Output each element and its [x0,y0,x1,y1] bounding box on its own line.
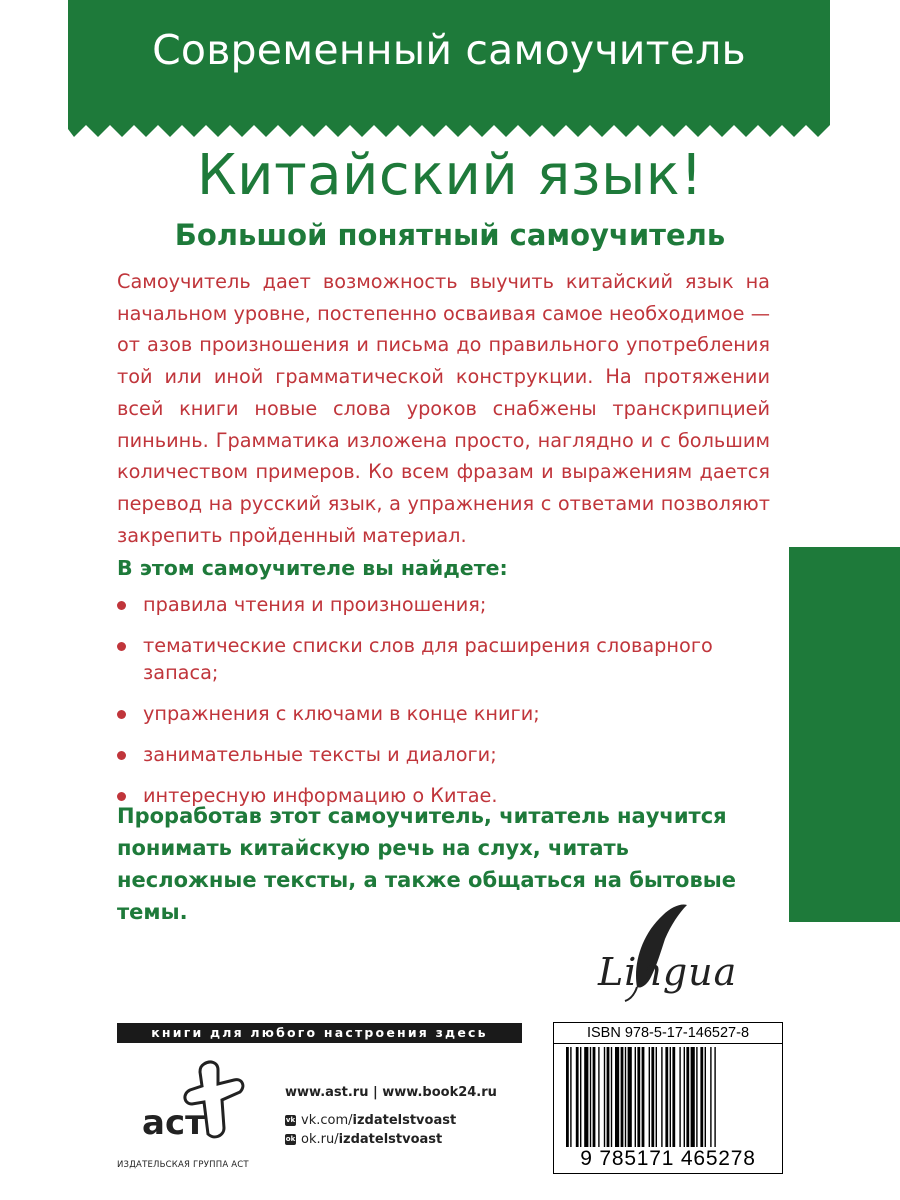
feature-text: упражнения с ключами в конце книги; [143,702,540,725]
ast-logo-icon [134,1058,254,1148]
barcode-bar [598,1047,599,1147]
imprint-logo: Lingua [598,950,738,994]
barcode-bar [642,1047,645,1147]
barcode-bar [651,1047,654,1147]
features-list [117,591,737,823]
barcode-bar [670,1047,671,1147]
book-title: Китайский язык! [196,143,704,208]
vk-prefix: vk.com/ [301,1113,353,1128]
barcode-bar [665,1047,668,1147]
barcode-bar [570,1047,571,1147]
green-side-bar [789,547,900,922]
feature-text: тематические списки слов для расширения словарного запаса; [143,634,713,684]
barcode-bar [607,1047,610,1147]
barcode-bar [705,1047,706,1147]
isbn-label: ISBN 978-5-17-146527-8 [554,1023,782,1044]
barcode [564,1047,772,1147]
barcode-bar [611,1047,612,1147]
barcode-bar [635,1047,636,1147]
feature-text: интересную информацию о Китае. [143,784,498,807]
barcode-bar [684,1047,685,1147]
features-heading: В этом самоучителе вы найдете: [117,556,508,580]
book-subtitle: Большой понятный самоучитель [174,218,726,252]
bullet-icon [117,642,126,651]
barcode-bar [621,1047,624,1147]
barcode-bar [656,1047,657,1147]
barcode-bar [679,1047,680,1147]
conclusion-text: Проработав этот самоучитель, читатель научится понимать китайскую речь на слух, читать несложные тексты, а также общаться на бытовые темы. [117,804,736,924]
barcode-bar [649,1047,650,1147]
barcode-bar [576,1047,579,1147]
isbn-box [553,1022,783,1174]
ast-logo-text: аст [142,1103,205,1143]
barcode-bar [691,1047,695,1147]
barcode-bar [593,1047,596,1147]
barcode-bar [566,1047,569,1147]
barcode-bar [661,1047,662,1147]
barcode-bar [604,1047,605,1147]
publisher-caption: ИЗДАТЕЛЬСКАЯ ГРУППА АСТ [117,1160,249,1170]
barcode-bar [590,1047,591,1147]
bullet-icon [117,601,126,610]
social-links [285,1111,456,1149]
barcode-bar [710,1047,711,1147]
vk-link [285,1111,456,1130]
banner-zigzag-edge [68,123,830,137]
vk-icon: vk [285,1116,296,1124]
feature-text: занимательные тексты и диалоги; [143,743,497,766]
ok-icon: ok [285,1135,296,1143]
list-item [117,632,737,686]
footer-slogan: книги для любого настроения здесь [117,1023,522,1043]
ok-link [285,1130,456,1149]
barcode-digits: 9 785171 465278 [580,1147,756,1170]
website-links: www.ast.ru | www.book24.ru [285,1085,497,1100]
ok-prefix: ok.ru/ [301,1132,339,1147]
list-item [117,591,737,618]
barcode-bar [628,1047,632,1147]
vk-handle: izdatelstvoast [352,1113,457,1128]
ok-handle: izdatelstvoast [338,1132,443,1147]
barcode-bar [584,1047,588,1147]
feature-text: правила чтения и произношения; [143,593,487,616]
book-description: Самоучитель дает возможность выучить китайский язык на начальном уровне, постепенно осваивая самое необходимое — от азов произношения и письма до правильного употребления той или иной грамматической конструкции. На протяжении всей книги новые слова уроков снабжены транскрипцией пиньинь. Грамматика изложена просто, наглядно и с большим количеством примеров. Ко всем фразам и выражениям дается перевод на русский язык, а упражнения с ответами позволяют закрепить пройденный материал. [117,270,770,547]
list-item [117,700,737,727]
bullet-icon [117,710,126,719]
barcode-bar [672,1047,675,1147]
barcode-bar [580,1047,581,1147]
barcode-bar [625,1047,626,1147]
barcode-bar [700,1047,703,1147]
barcode-bar [615,1047,619,1147]
barcode-bar [686,1047,689,1147]
list-item [117,741,737,768]
barcode-bar [696,1047,697,1147]
barcode-bar [637,1047,640,1147]
bullet-icon [117,751,126,760]
series-title: Современный самоучитель [152,26,746,74]
barcode-bar [714,1047,715,1147]
